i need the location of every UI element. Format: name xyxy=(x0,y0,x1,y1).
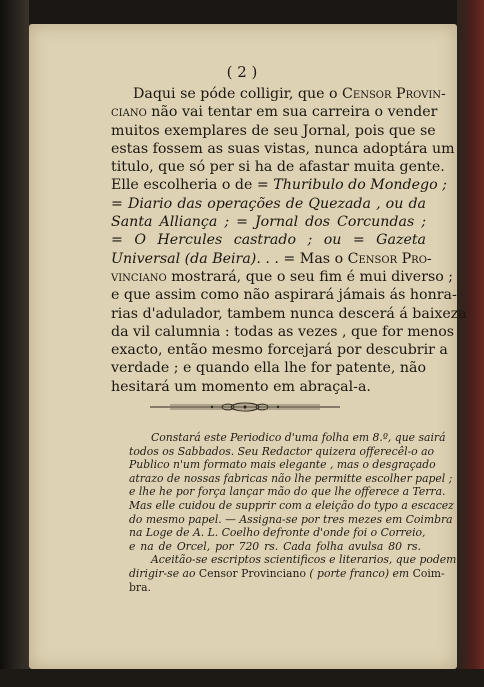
text-run: na Loge de A. L. Coelho defronte d'onde foi o Correio, xyxy=(129,526,426,540)
footnote-line xyxy=(129,526,426,540)
text-run: vinciano xyxy=(111,268,167,285)
body-line xyxy=(111,378,426,396)
ornamental-divider-icon xyxy=(150,401,340,413)
body-line xyxy=(111,85,446,103)
body-line xyxy=(111,158,445,176)
body-line xyxy=(111,122,436,140)
text-run: muitos exemplares de seu Jornal, pois que se xyxy=(111,122,436,139)
text-run: ( porte franco) em xyxy=(305,566,413,580)
text-run: ciano xyxy=(111,104,147,121)
body-line xyxy=(111,103,438,121)
footnote-line xyxy=(129,581,421,595)
footnote-line xyxy=(129,553,457,567)
text-run: e na de Orcel, por 720 rs. Cada folha avulsa 80 rs. xyxy=(129,539,421,553)
text-run: exacto, então mesmo forcejará por descubrir a xyxy=(111,342,448,359)
body-line xyxy=(111,268,454,286)
text-run: = Diario das operações de Quezada , ou da xyxy=(111,195,426,212)
text-run: estas fossem as suas vistas, nunca adoptára um xyxy=(111,140,455,157)
footnote-line xyxy=(129,485,446,499)
text-run: hesitará um momento em abraçal-a. xyxy=(111,378,371,395)
book-spine-shadow xyxy=(0,0,29,687)
bottom-shadow xyxy=(0,669,484,687)
body-line xyxy=(111,195,426,213)
text-run: Constará este Periodico d'uma folha em 8.º, que sairá xyxy=(151,431,446,444)
text-run: titulo, que só per si ha de afastar muita gente. xyxy=(111,159,445,176)
text-run: = O Hercules castrado ; ou = Gazeta xyxy=(111,232,426,249)
text-run: = Thuribulo do Mondego ; xyxy=(256,177,447,194)
body-line xyxy=(111,250,432,268)
text-run: bra. xyxy=(129,580,151,594)
footnote-line xyxy=(129,540,421,554)
text-run: Mas elle cuidou de supprir com a eleição do typo a escacez xyxy=(129,498,454,512)
text-run: não vai tentar em sua carreira o vender xyxy=(146,104,438,121)
text-run: Censor Provinciano xyxy=(198,566,306,580)
footnote-line xyxy=(129,444,435,459)
body-line xyxy=(111,359,426,377)
body-line xyxy=(111,305,467,323)
text-run: e lhe he por força lançar mão do que lhe offerece a Terra. xyxy=(129,485,446,499)
page-number: ( 2 ) xyxy=(226,63,258,81)
body-line xyxy=(111,323,455,341)
text-run: Coim- xyxy=(412,566,445,580)
text-run: Aceitão-se escriptos scientificos e literarios, que podem xyxy=(151,553,457,567)
text-run: Universal (da Beira). . . = xyxy=(111,250,296,267)
body-line xyxy=(111,286,457,304)
text-run: Publico n'um formato mais elegante , mas o desgraçado xyxy=(129,458,436,472)
body-line xyxy=(111,341,448,359)
text-run: rias d'adulador, tambem nunca descerá á baixeza xyxy=(111,305,467,322)
text-run: Daqui se póde colligir, que o xyxy=(133,86,343,102)
facing-page-edge xyxy=(457,0,484,687)
footnote-line xyxy=(129,431,446,445)
text-run: dirigir-se ao xyxy=(129,566,199,580)
body-line xyxy=(111,231,426,249)
text-run: e que assim como não aspirará jámais ás honra- xyxy=(111,287,457,304)
body-line xyxy=(111,140,455,158)
text-run: da vil calumnia : todas as vezes , que for menos xyxy=(111,323,455,340)
text-run: verdade ; e quando ella lhe for patente, não xyxy=(111,360,426,377)
body-line xyxy=(111,176,447,194)
body-paragraph xyxy=(111,85,467,396)
footnote-line xyxy=(129,458,436,472)
footnote-line xyxy=(129,471,453,486)
footnote-line xyxy=(129,566,445,581)
text-run: Mas o xyxy=(295,250,348,267)
body-line xyxy=(111,213,426,231)
text-run: atrazo de nossas fabricas não lhe permitte escolher papel ; xyxy=(129,471,453,485)
text-run: Santa Alliança ; = Jornal dos Corcundas ; xyxy=(111,214,426,231)
text-run: mostrará, que o seu fim é mui diverso ; xyxy=(166,268,454,285)
text-run: do mesmo papel. — Assigna-se por tres mezes em Coimbra xyxy=(129,512,453,526)
text-run: Censor Provin- xyxy=(342,86,446,102)
text-run: Elle escolheria o de xyxy=(111,177,257,194)
footnote-line xyxy=(129,498,454,513)
footnote-paragraph xyxy=(129,431,457,594)
text-run: Censor Pro- xyxy=(347,250,432,267)
text-run: todos os Sabbados. Seu Redactor quizera offerecêl-o ao xyxy=(129,444,435,458)
footnote-line xyxy=(129,512,453,527)
